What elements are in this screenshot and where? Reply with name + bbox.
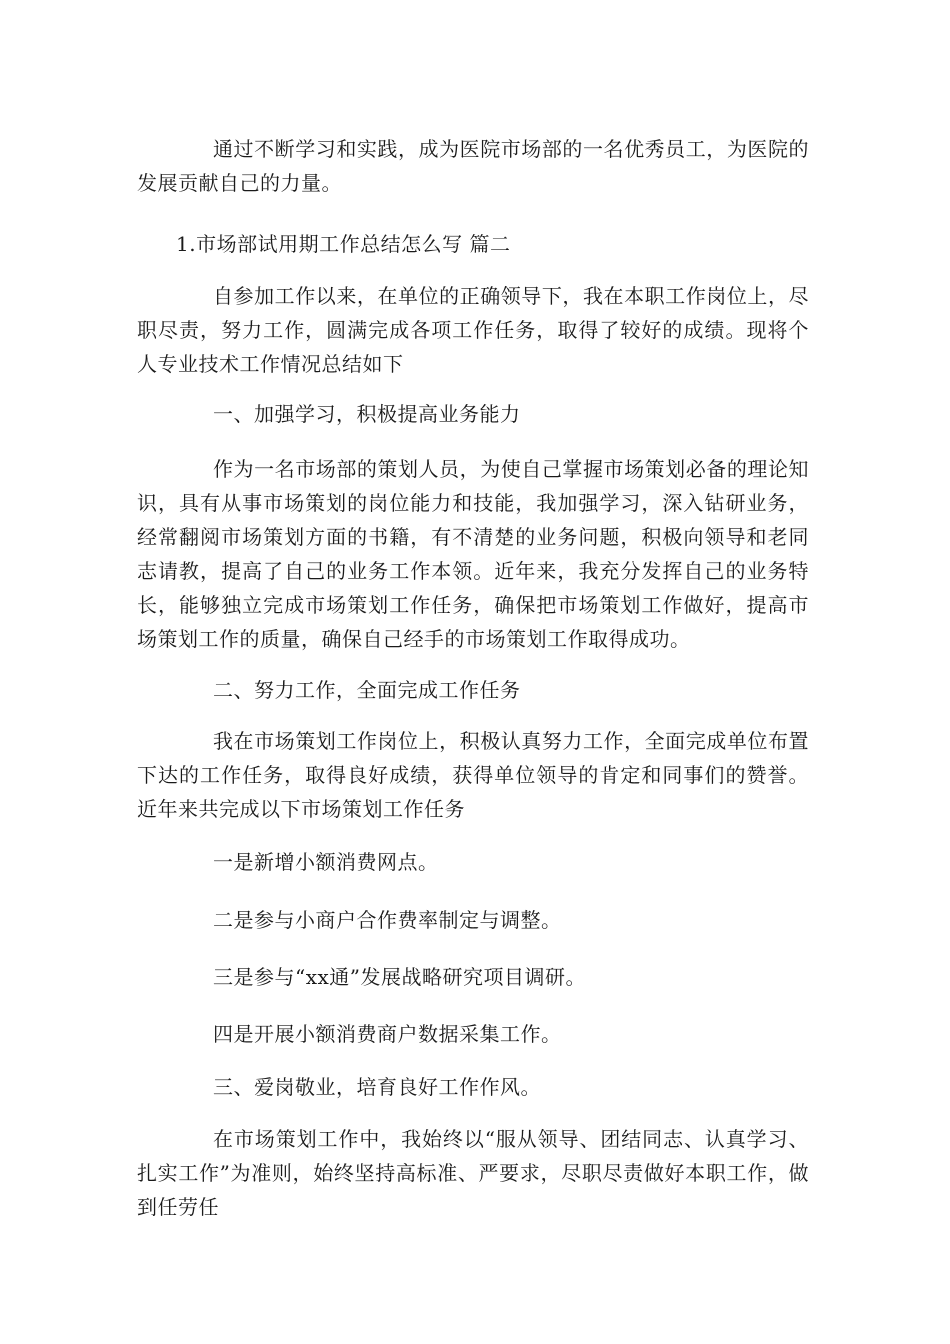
heading-one: 一、加强学习，积极提高业务能力 [213, 402, 521, 426]
paragraph-work: 我在市场策划工作岗位上，积极认真努力工作，全面完成单位布置下达的工作任务，取得良好成绩，获得单位领导的肯定和同事们的赞誉。近年来共完成以下市场策划工作任务 [137, 729, 809, 821]
list-item: 四是开展小额消费商户数据采集工作。 [213, 1022, 562, 1046]
section-title: 1.市场部试用期工作总结怎么写 篇二 [176, 232, 511, 256]
paragraph-attitude: 在市场策划工作中，我始终以“服从领导、团结同志、认真学习、扎实工作”为准则，始终坚持高标准、严要求，尽职尽责做好本职工作，做到任劳任 [137, 1127, 809, 1219]
list-item: 一是新增小额消费网点。 [213, 850, 439, 874]
heading-two: 二、努力工作，全面完成工作任务 [213, 678, 521, 702]
heading-three: 三、爱岗敬业，培育良好工作作风。 [213, 1075, 541, 1099]
paragraph-study: 作为一名市场部的策划人员，为使自己掌握市场策划必备的理论知识，具有从事市场策划的岗位能力和技能，我加强学习，深入钻研业务，经常翻阅市场策划方面的书籍，有不清楚的业务问题，积极向领导和老同志请教，提高了自己的业务工作本领。近年来，我充分发挥自己的业务特长，能够独立完成市场策划工作任务，确保把市场策划工作做好，提高市场策划工作的质量，确保自己经手的市场策划工作取得成功。 [137, 457, 809, 651]
paragraph-opening: 自参加工作以来，在单位的正确领导下，我在本职工作岗位上，尽职尽责，努力工作，圆满完成各项工作任务，取得了较好的成绩。现将个人专业技术工作情况总结如下 [137, 284, 809, 376]
list-item: 二是参与小商户合作费率制定与调整。 [213, 908, 562, 932]
list-item: 三是参与“xx通”发展战略研究项目调研。 [213, 965, 587, 989]
paragraph-intro: 通过不断学习和实践，成为医院市场部的一名优秀员工，为医院的发展贡献自己的力量。 [137, 137, 809, 195]
